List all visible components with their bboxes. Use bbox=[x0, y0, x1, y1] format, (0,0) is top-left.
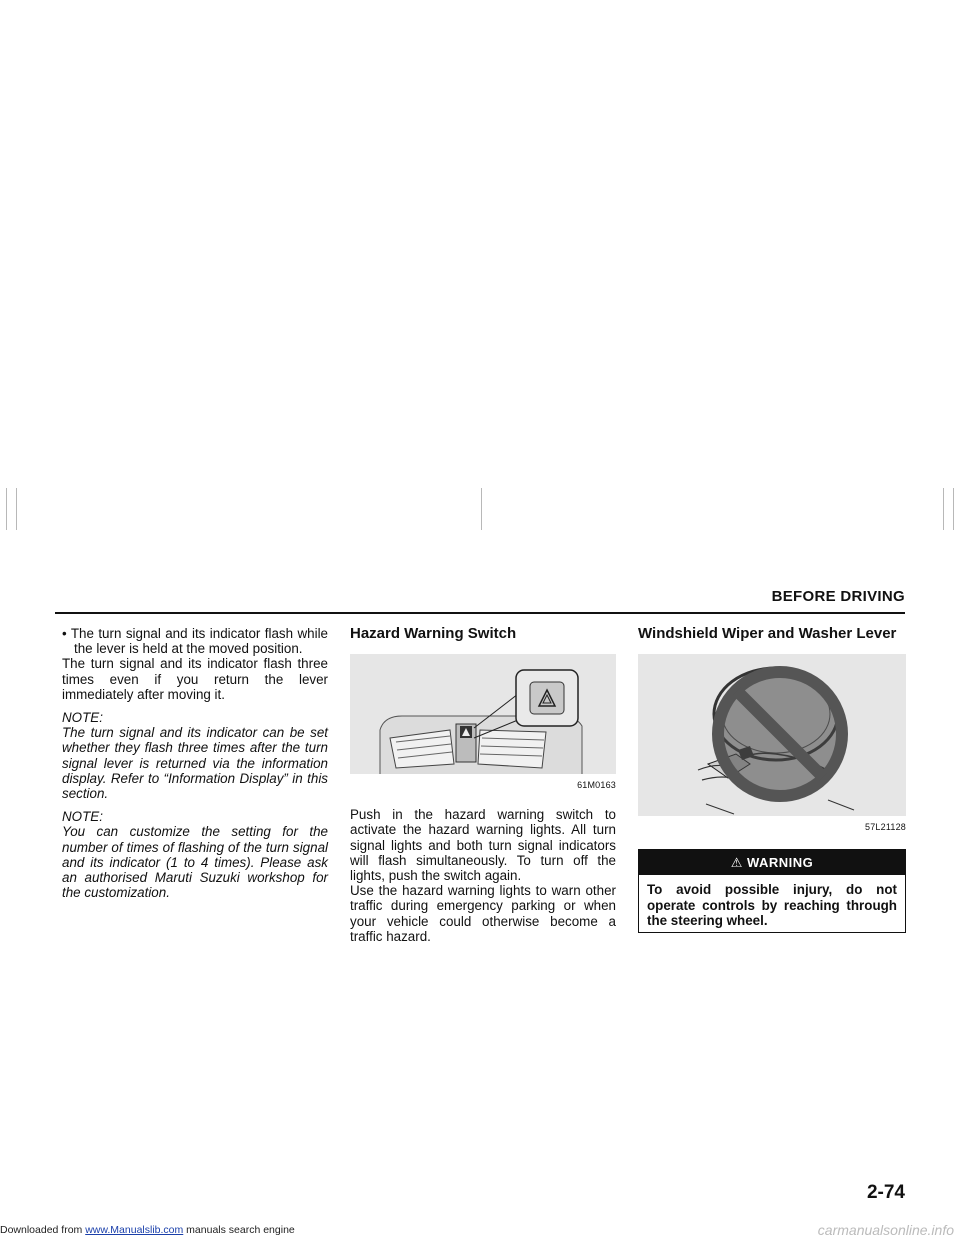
figure-caption: 61M0163 bbox=[577, 780, 616, 790]
page-number: 2-74 bbox=[866, 1182, 905, 1203]
crop-mark bbox=[481, 488, 482, 530]
section-title: BEFORE DRIVING bbox=[771, 588, 905, 605]
warning-box bbox=[638, 849, 906, 933]
crop-mark bbox=[953, 488, 954, 530]
paragraph: The turn signal and its indicator flash three times even if you return the lever immediately after moving it. bbox=[62, 656, 328, 702]
manualslib-link[interactable]: www.Manualslib.com bbox=[85, 1224, 184, 1236]
column-left bbox=[62, 626, 328, 900]
download-footer bbox=[0, 1224, 295, 1236]
column-middle bbox=[350, 626, 616, 944]
crop-mark bbox=[16, 488, 17, 530]
prohibited-steering-illustration bbox=[638, 654, 906, 816]
crop-mark bbox=[943, 488, 944, 530]
note-block bbox=[62, 710, 328, 801]
hazard-switch-illustration bbox=[350, 654, 616, 774]
bullet-text: The turn signal and its indicator flash while the lever is held at the moved position. bbox=[70, 626, 328, 657]
note-label: NOTE: bbox=[62, 809, 103, 825]
note-label: NOTE: bbox=[62, 710, 103, 726]
header-rule bbox=[55, 612, 905, 614]
warning-label: WARNING bbox=[746, 855, 814, 871]
warning-header bbox=[639, 850, 905, 875]
bullet-item bbox=[62, 626, 328, 656]
warning-text: To avoid possible injury, do not operate controls by reaching through the steering wheel. bbox=[647, 882, 897, 928]
watermark: carmanualsonline.info bbox=[817, 1222, 954, 1238]
footer-suffix: manuals search engine bbox=[183, 1224, 295, 1236]
note-block bbox=[62, 809, 328, 900]
column-right bbox=[638, 626, 906, 933]
wiper-heading: Windshield Wiper and Washer Lever bbox=[638, 625, 897, 642]
warning-triangle-icon: ⚠ bbox=[730, 855, 747, 871]
note-text: The turn signal and its indicator can be set whether they flash three times after the turn signal lever is returned via the information display. Refer to “Information Display” in this section. bbox=[62, 725, 328, 802]
note-text: You can customize the setting for the number of times of flashing of the turn signal and its indicator (1 to 4 times). Please ask an authorised Maruti Suzuki workshop for the customization. bbox=[62, 824, 328, 901]
paragraph: Push in the hazard warning switch to activate the hazard warning lights. All turn signal lights and both turn signal indicators will flash simultaneously. To turn off the lights, push the switch again. bbox=[350, 807, 616, 884]
bullet-dot: • bbox=[62, 626, 71, 641]
hazard-heading: Hazard Warning Switch bbox=[350, 625, 517, 642]
footer-prefix: Downloaded from bbox=[0, 1224, 86, 1236]
figure-caption: 57L21128 bbox=[865, 822, 906, 832]
paragraph: Use the hazard warning lights to warn other traffic during emergency parking or when your vehicle could otherwise become a traffic hazard. bbox=[350, 883, 616, 944]
crop-mark bbox=[6, 488, 7, 530]
wiper-warning-figure bbox=[638, 654, 906, 816]
hazard-switch-figure bbox=[350, 654, 616, 774]
